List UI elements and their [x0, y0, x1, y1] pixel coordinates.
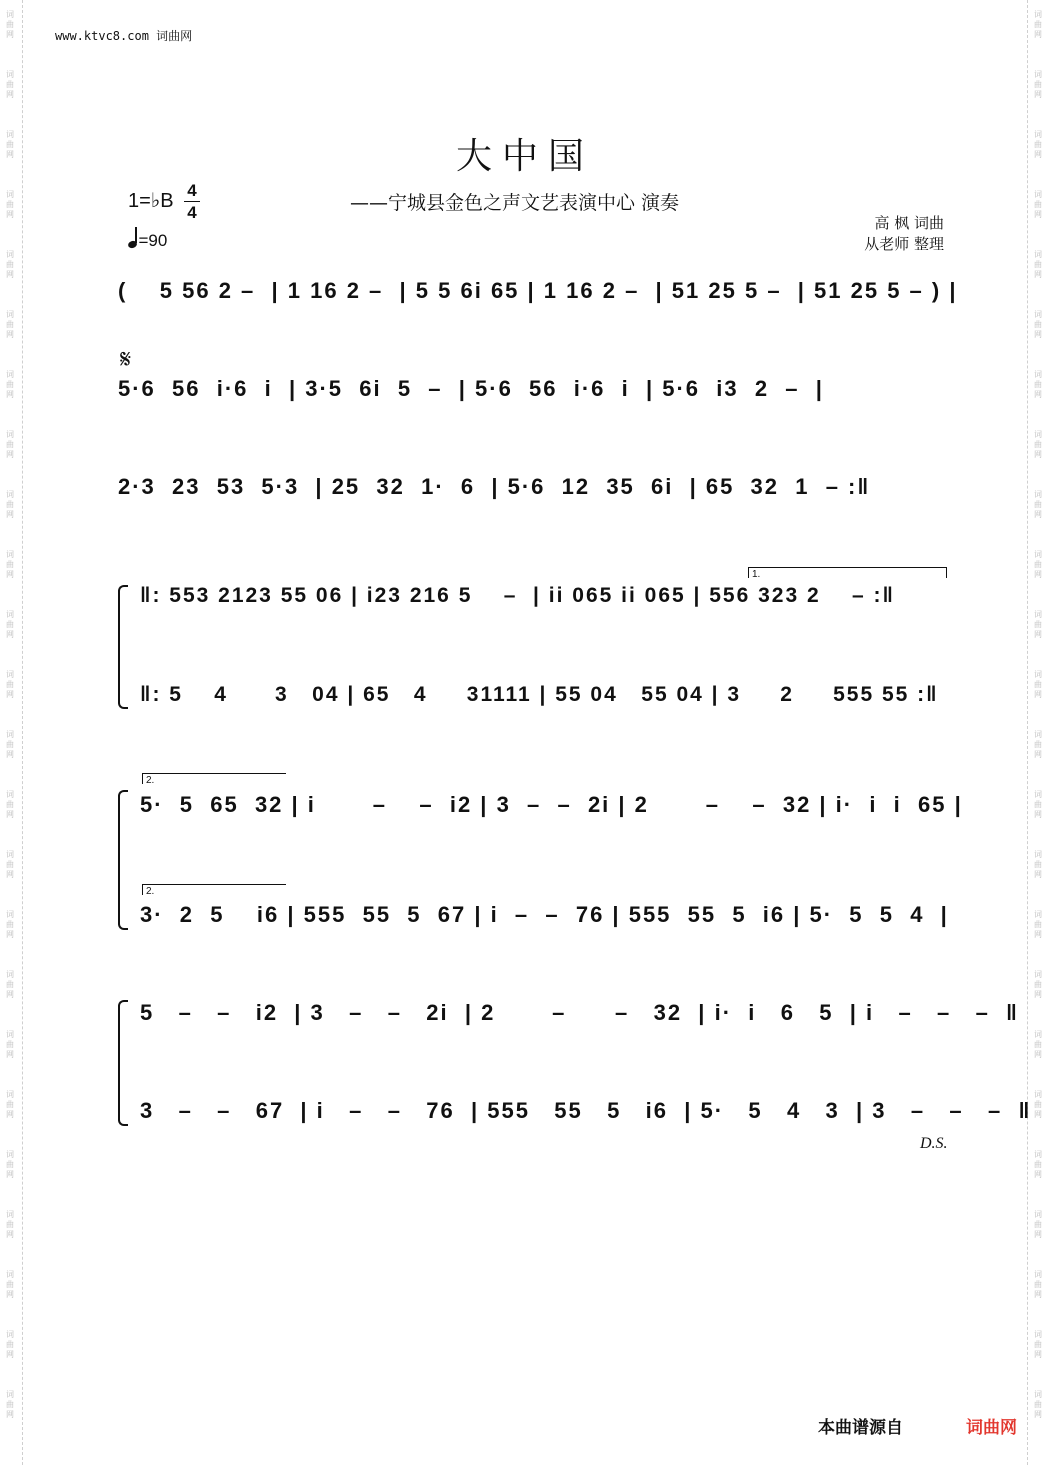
watermark-text: 词 曲 网	[6, 1330, 14, 1359]
watermark-text: 词 曲 网	[6, 1270, 14, 1299]
tempo-marking	[128, 230, 167, 251]
volta-first-ending: 1.	[748, 567, 947, 578]
score-row-chorus-lower: ‖: 5 4 3 04 | 65 4 31111 | 55 04 55 04 | 3 2 555 55 :‖	[140, 683, 939, 706]
watermark-text: 词 曲 网	[1034, 130, 1042, 159]
watermark-text: 词 曲 网	[1034, 310, 1042, 339]
watermark-text: 词 曲 网	[6, 1390, 14, 1419]
watermark-text: 词 曲 网	[6, 430, 14, 459]
watermark-text: 词 曲 网	[1034, 250, 1042, 279]
song-title: 大中国	[455, 136, 594, 177]
score-row-ending-upper: 5· 5 65 32 | i – – i2 | 3 – – 2i | 2 – – 32 | i· i i 65 |	[140, 792, 963, 817]
footer-source-label: 本曲谱源自	[818, 1418, 903, 1438]
key-signature: 1=♭B	[128, 190, 174, 212]
time-signature-top: 4	[187, 181, 197, 200]
watermark-text: 词 曲 网	[6, 1150, 14, 1179]
watermark-text: 词 曲 网	[1034, 790, 1042, 819]
dal-segno-marking: D.S.	[920, 1135, 948, 1152]
watermark-text: 词 曲 网	[1034, 730, 1042, 759]
score-row-chorus-upper: ‖: 553 2123 55 06 | i23 216 5 – | ii 065 ii 065 | 556 323 2 – :‖	[140, 584, 895, 607]
watermark-text: 词 曲 网	[1034, 10, 1042, 39]
time-signature	[183, 180, 201, 223]
score-row-coda-lower: 3 – – 67 | i – – 76 | 555 55 5 i6 | 5· 5 4 3 | 3 – – – ‖	[140, 1098, 1032, 1123]
watermark-text: 词 曲 网	[6, 130, 14, 159]
watermark-text: 词 曲 网	[1034, 1270, 1042, 1299]
watermark-text: 词 曲 网	[1034, 970, 1042, 999]
site-url: www.ktvc8.com 词曲网	[55, 29, 193, 43]
score-row-verse-2: 2·3 23 53 5·3 | 25 32 1· 6 | 5·6 12 35 6i | 65 32 1 – :‖	[118, 474, 871, 499]
song-subtitle: ——宁城县金色之声文艺表演中心 演奏	[350, 192, 680, 214]
watermark-text: 词 曲 网	[1034, 1210, 1042, 1239]
lyrics-composer-credit: 高 枫 词曲	[874, 214, 944, 232]
watermark-text: 词 曲 网	[1034, 550, 1042, 579]
watermark-text: 词 曲 网	[6, 1030, 14, 1059]
watermark-text: 词 曲 网	[6, 310, 14, 339]
watermark-text: 词 曲 网	[6, 370, 14, 399]
score-row-ending-lower: 3· 2 5 i6 | 555 55 5 67 | i – – 76 | 555 55 5 i6 | 5· 5 5 4 |	[140, 902, 949, 927]
watermark-text: 词 曲 网	[1034, 1090, 1042, 1119]
watermark-text: 词 曲 网	[6, 910, 14, 939]
watermark-text: 词 曲 网	[6, 670, 14, 699]
segno-sign: 𝄋	[120, 344, 132, 374]
watermark-text: 词 曲 网	[6, 10, 14, 39]
volta-second-ending-upper: 2.	[142, 773, 286, 784]
tempo-value: =90	[138, 231, 168, 250]
left-watermark-strip	[0, 0, 23, 1465]
watermark-text: 词 曲 网	[1034, 850, 1042, 879]
right-watermark-strip	[1027, 0, 1050, 1465]
score-row-verse-1: 5·6 56 i·6 i | 3·5 6i 5 – | 5·6 56 i·6 i | 5·6 i3 2 – |	[118, 376, 824, 401]
watermark-text: 词 曲 网	[6, 70, 14, 99]
watermark-text: 词 曲 网	[1034, 490, 1042, 519]
watermark-text: 词 曲 网	[1034, 430, 1042, 459]
watermark-text: 词 曲 网	[6, 790, 14, 819]
watermark-text: 词 曲 网	[6, 730, 14, 759]
watermark-text: 词 曲 网	[1034, 1390, 1042, 1419]
watermark-text: 词 曲 网	[6, 190, 14, 219]
system-brace-3	[118, 1000, 128, 1126]
volta-second-ending-lower: 2.	[142, 884, 286, 895]
watermark-text: 词 曲 网	[1034, 910, 1042, 939]
watermark-text: 词 曲 网	[6, 490, 14, 519]
watermark-text: 词 曲 网	[1034, 370, 1042, 399]
watermark-text: 词 曲 网	[1034, 1330, 1042, 1359]
watermark-text: 词 曲 网	[1034, 1150, 1042, 1179]
footer-site-link[interactable]: 词曲网	[966, 1418, 1017, 1438]
watermark-text: 词 曲 网	[1034, 190, 1042, 219]
system-brace-2	[118, 790, 128, 930]
watermark-text: 词 曲 网	[6, 250, 14, 279]
watermark-text: 词 曲 网	[6, 850, 14, 879]
watermark-text: 词 曲 网	[1034, 610, 1042, 639]
score-row-intro: ( 5 56 2 – | 1 16 2 – | 5 5 6i 65 | 1 16 2 – | 51 25 5 – | 51 25 5 – ) |	[118, 278, 958, 303]
watermark-text: 词 曲 网	[6, 970, 14, 999]
watermark-text: 词 曲 网	[6, 610, 14, 639]
watermark-text: 词 曲 网	[6, 550, 14, 579]
arranger-credit: 从老师 整理	[864, 235, 944, 253]
watermark-text: 词 曲 网	[1034, 70, 1042, 99]
watermark-text: 词 曲 网	[6, 1210, 14, 1239]
note-stem	[135, 227, 137, 243]
system-brace-1	[118, 585, 128, 709]
score-row-coda-upper: 5 – – i2 | 3 – – 2i | 2 – – 32 | i· i 6 5 | i – – – ‖	[140, 1000, 1019, 1025]
time-signature-bottom: 4	[187, 203, 197, 222]
watermark-text: 词 曲 网	[1034, 1030, 1042, 1059]
watermark-text: 词 曲 网	[1034, 670, 1042, 699]
watermark-text: 词 曲 网	[6, 1090, 14, 1119]
